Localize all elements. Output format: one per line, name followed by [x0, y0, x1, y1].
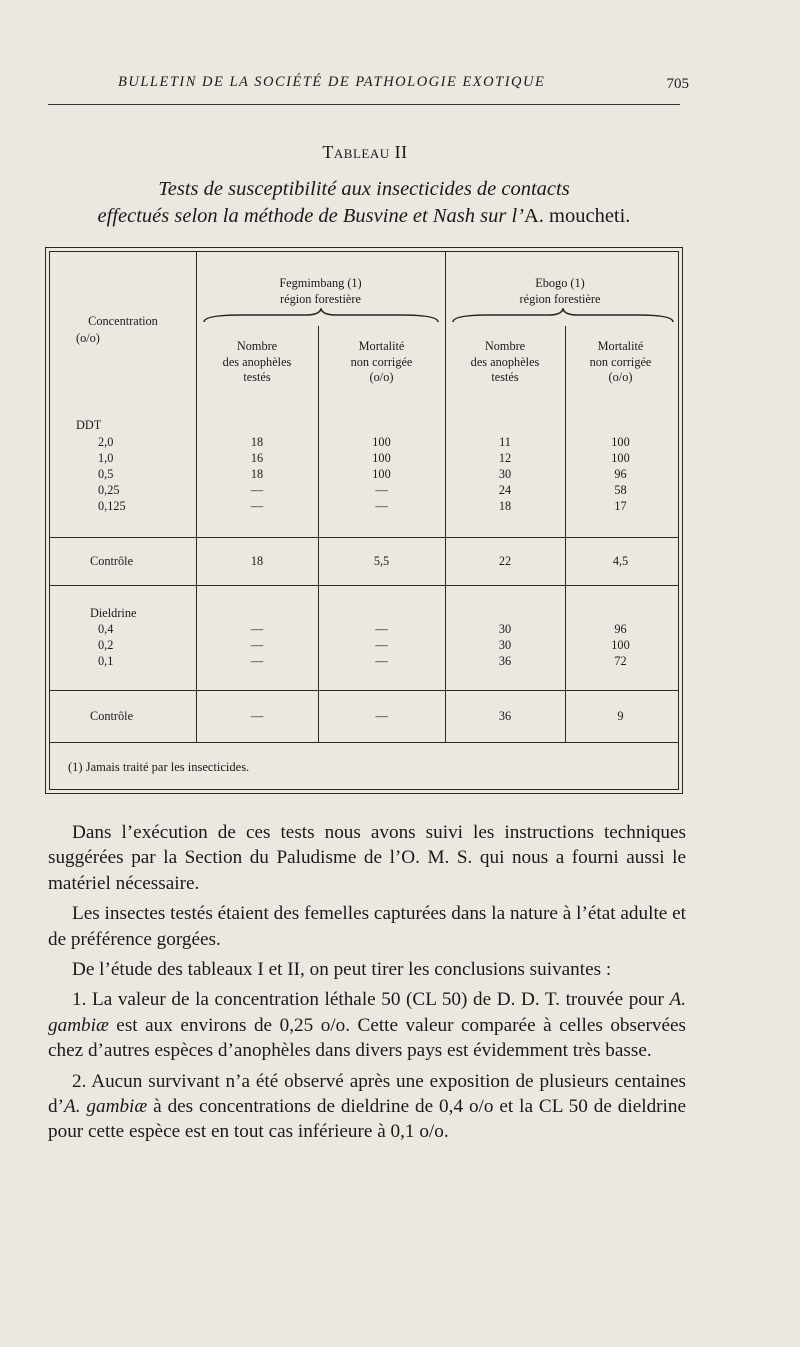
row-divider	[50, 537, 678, 538]
row-divider	[50, 690, 678, 691]
table-cell: 30	[498, 467, 512, 481]
concentration-cell: 0,4	[98, 622, 114, 636]
row-header-label: Concentration	[88, 314, 158, 328]
running-head	[118, 74, 689, 92]
table-cell: 18	[250, 554, 264, 568]
col-header-mortality: Mortalité non corrigée (o/o)	[350, 339, 413, 384]
group-header-region: région forestière	[519, 292, 601, 306]
concentration-cell: 0,5	[98, 467, 114, 481]
table-cell: 72	[614, 654, 627, 668]
concentration-cell: 0,125	[98, 499, 126, 513]
table-cell: 18	[250, 435, 264, 449]
table-cell: —	[375, 654, 388, 668]
col-divider	[318, 326, 319, 742]
table-cell: —	[375, 638, 388, 652]
table-cell: 36	[498, 654, 512, 668]
brace-group-2	[451, 308, 675, 324]
paragraph: Les insectes testés étaient des femelles capturées dans la nature à l’état adulte et de préférence gorgées.	[48, 903, 686, 950]
running-title: BULLETIN DE LA SOCIÉTÉ DE PATHOLOGIE EXOTIQUE	[118, 74, 546, 90]
table-cell: —	[375, 622, 388, 636]
row-divider	[50, 742, 678, 743]
table-cell: 30	[498, 638, 512, 652]
table-cell: 12	[498, 451, 512, 465]
paragraph: Dans l’exécution de ces tests nous avons suivi les instructions techniques suggérées par la Section du Paludisme de l’O. M. S. qui nous a fourni aussi le matériel nécessaire.	[48, 822, 686, 894]
paragraph: 2. Aucun survivant n’a été observé après une exposition de plusieurs centaines d’A. gambiæ à des concentrations de dieldrine de 0,4 o/o et la CL 50 de dieldrine pour cette espèce est en tout cas inférieure à 0,1 o/o.	[48, 1070, 686, 1143]
section-title-control: Contrôle	[90, 709, 134, 723]
table-cell: —	[375, 483, 388, 497]
table-cell: 4,5	[612, 554, 629, 568]
col-divider	[565, 326, 566, 742]
table-cell: 18	[250, 467, 264, 481]
section-title-dieldrine: Dieldrine	[90, 606, 137, 620]
col-header-mortality: Mortalité non corrigée (o/o)	[589, 339, 652, 384]
table-cell: —	[250, 638, 264, 652]
table-footnote: (1) Jamais traité par les insecticides.	[68, 760, 250, 774]
table-cell: 100	[372, 435, 391, 449]
paragraph: De l’étude des tableaux I et II, on peut tirer les conclusions suivantes :	[72, 959, 612, 981]
table-cell: 17	[614, 499, 627, 513]
col-header-count: Nombre des anophèles testés	[222, 339, 292, 384]
col-header-count: Nombre des anophèles testés	[470, 339, 540, 384]
page-number: 705	[666, 76, 689, 92]
table-cell: —	[375, 499, 388, 513]
table-cell: 100	[611, 435, 630, 449]
concentration-cell: 0,2	[98, 638, 114, 652]
table-cell: —	[250, 483, 264, 497]
header-rule	[48, 104, 680, 105]
row-header-unit: (o/o)	[76, 331, 100, 345]
table-cell: 96	[614, 622, 627, 636]
brace-group-1	[202, 308, 440, 324]
table-cell: —	[250, 622, 264, 636]
concentration-cell: 2,0	[98, 435, 114, 449]
table-cell: 96	[614, 467, 627, 481]
table-cell: —	[250, 709, 264, 723]
data-table	[45, 247, 683, 794]
table-cell: 100	[372, 451, 391, 465]
group-header-name: Fegmimbang (1)	[279, 276, 362, 290]
table-cell: 5,5	[373, 554, 390, 568]
table-cell: 100	[611, 451, 630, 465]
table-cell: 100	[372, 467, 391, 481]
table-cell: —	[375, 709, 388, 723]
table-inner-frame	[49, 251, 679, 790]
concentration-cell: 1,0	[98, 451, 114, 465]
concentration-cell: 0,25	[98, 483, 120, 497]
table-cell: —	[250, 499, 264, 513]
table-cell: 11	[499, 435, 511, 449]
table-cell: 18	[498, 499, 512, 513]
table-cell: 36	[498, 709, 512, 723]
table-cell: 100	[611, 638, 630, 652]
group-header-region: région forestière	[280, 292, 361, 306]
row-divider	[50, 585, 678, 586]
table-cell: —	[250, 654, 264, 668]
table-cell: 16	[250, 451, 264, 465]
concentration-cell: 0,1	[98, 654, 114, 668]
section-title-ddt: DDT	[76, 418, 102, 432]
body-text	[48, 820, 686, 1150]
group-header-name: Ebogo (1)	[535, 276, 585, 290]
table-cell: 24	[498, 483, 512, 497]
caption-line-1: Tests de susceptibilité aux insecticides de contacts	[158, 178, 570, 200]
caption-line-2: effectués selon la méthode de Busvine et Nash sur l’A. moucheti.	[97, 205, 631, 227]
paragraph: 1. La valeur de la concentration léthale 50 (CL 50) de D. D. T. trouvée pour A. gambiæ est aux environs de 0,25 o/o. Cette valeur comparée à celles observées chez d’autres espèces d’anophèles dans divers pays est évidemment très basse.	[48, 989, 686, 1062]
table-cell: 58	[614, 483, 627, 497]
table-cell: 22	[498, 554, 512, 568]
table-caption	[48, 176, 680, 230]
section-title-control: Contrôle	[90, 554, 134, 568]
table-label: Tableau II	[322, 142, 408, 162]
table-cell: 30	[498, 622, 512, 636]
table-cell: 9	[617, 709, 624, 723]
